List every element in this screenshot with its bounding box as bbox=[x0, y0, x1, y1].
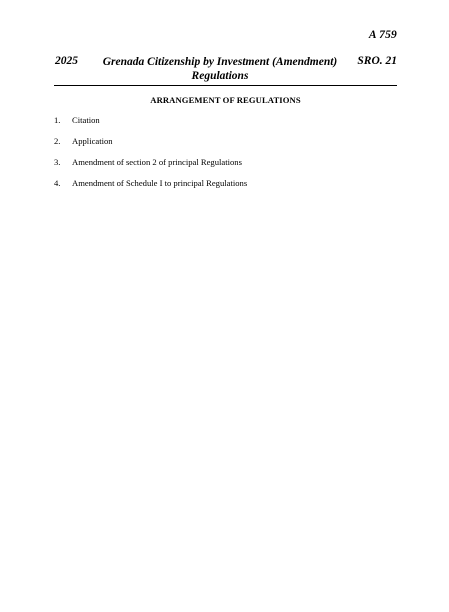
header-title bbox=[95, 55, 345, 83]
item-number: 1. bbox=[54, 115, 61, 125]
item-number: 2. bbox=[54, 136, 61, 146]
header-divider bbox=[54, 85, 397, 86]
item-title: Citation bbox=[72, 115, 100, 125]
header-sro-number: SRO. 21 bbox=[357, 55, 397, 67]
item-title: Application bbox=[72, 136, 113, 146]
item-title: Amendment of Schedule I to principal Regulations bbox=[72, 178, 248, 188]
page-number: A 759 bbox=[368, 29, 397, 41]
item-number: 3. bbox=[54, 157, 61, 167]
item-title: Amendment of section 2 of principal Regulations bbox=[72, 157, 242, 167]
arrangement-heading: ARRANGEMENT OF REGULATIONS bbox=[150, 95, 301, 105]
header-year: 2025 bbox=[55, 55, 78, 67]
item-number: 4. bbox=[54, 178, 61, 188]
header-title-line-1: Grenada Citizenship by Investment (Amendment) bbox=[102, 56, 338, 68]
header-title-line-2: Regulations bbox=[191, 70, 249, 82]
